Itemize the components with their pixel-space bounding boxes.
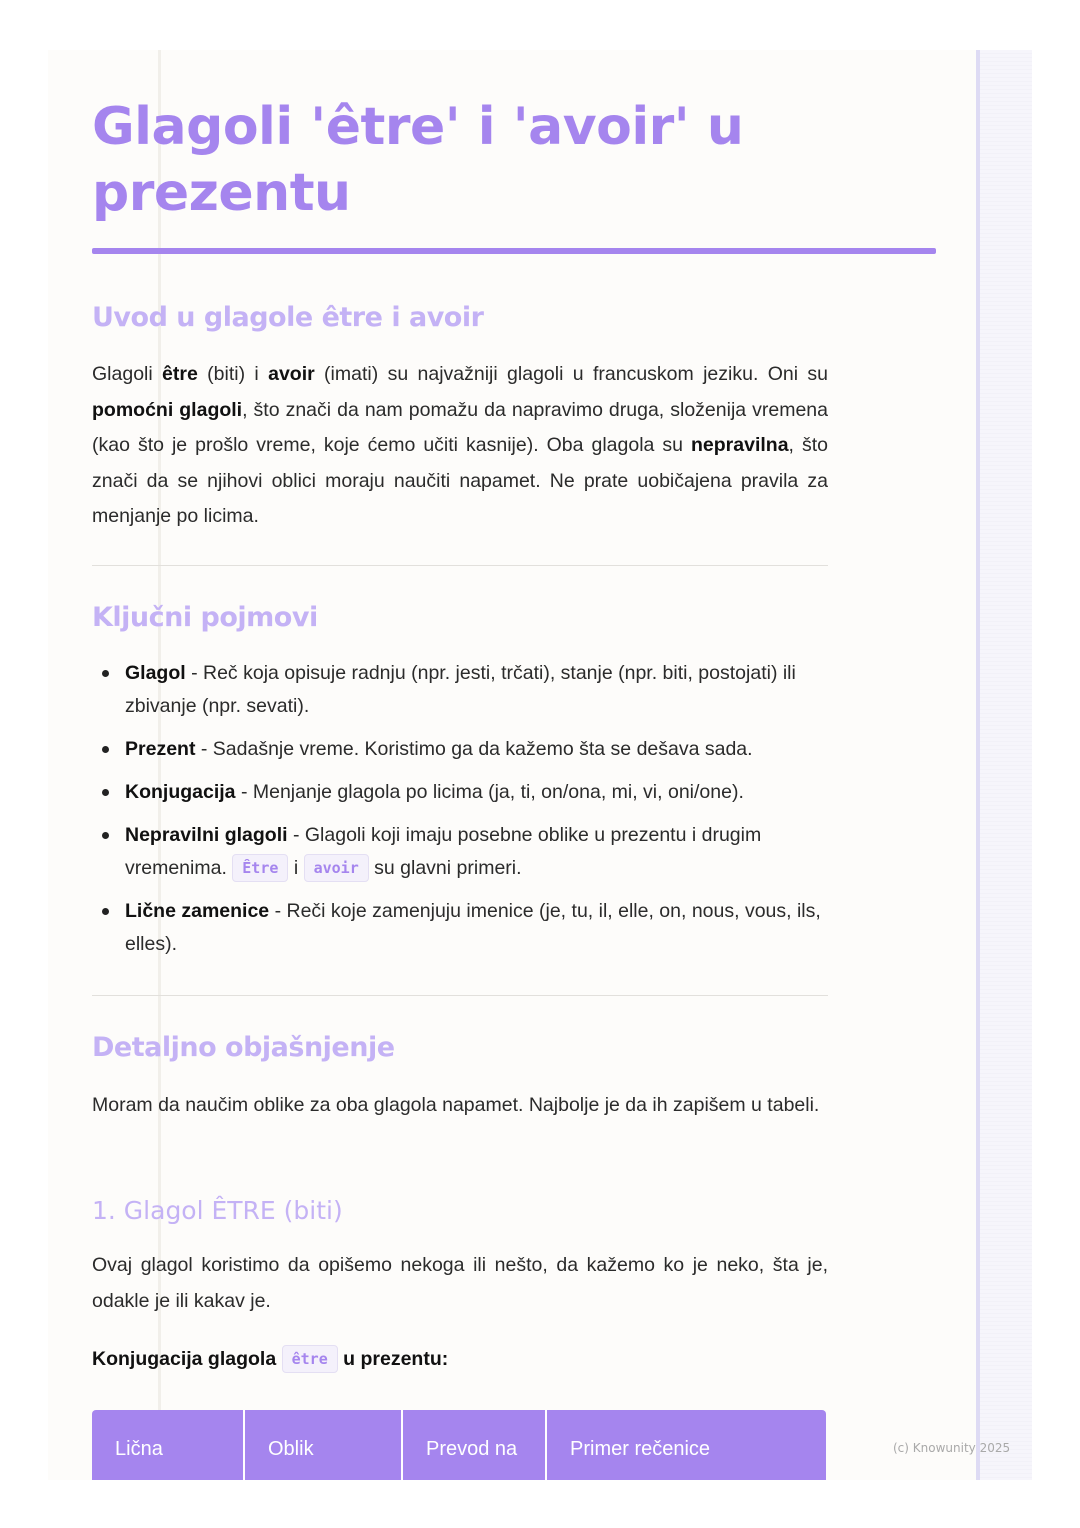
conjugation-table-header — [92, 1410, 826, 1480]
page-title: Glagoli 'être' i 'avoir' u prezentu — [92, 97, 744, 223]
key-terms-list — [92, 657, 828, 971]
intro-text-3: (imati) su najvažniji glagoli u francuskom jeziku. Oni su — [314, 363, 828, 385]
list-item — [92, 776, 828, 809]
term-definition: - Reči koje zamenjuju imenice (je, tu, il, elle, on, nous, vous, ils, elles). — [125, 900, 821, 955]
intro-bold-irregular: nepravilna — [691, 434, 789, 456]
term-label: Glagol — [125, 662, 186, 684]
term-label: Konjugacija — [125, 781, 236, 803]
etre-description: Ovaj glagol koristimo da opišemo nekoga ili nešto, da kažemo ko je neko, šta je, odakle je ili kakav je. — [92, 1254, 828, 1312]
term-definition: - Reč koja opisuje radnju (npr. jesti, trčati), stanje (npr. biti, postojati) ili zbivanje (npr. sevati). — [125, 662, 796, 717]
term-definition: - Glagoli koji imaju posebne oblike u prezentu i drugim vremenima. — [125, 824, 762, 879]
subsection-heading-etre: 1. Glagol ÊTRE (biti) — [92, 1196, 343, 1225]
table-header-cell: Prevod na — [403, 1410, 547, 1480]
list-item — [92, 819, 828, 885]
intro-text-5: , što znači da se njihovi oblici moraju naučiti napamet. Ne prate uobičajena pravila za menjanje po licima. — [92, 434, 828, 527]
table-header-cell: Lična — [92, 1410, 245, 1480]
intro-paragraph — [92, 357, 828, 535]
list-item — [92, 733, 828, 766]
side-panel — [976, 50, 1032, 1480]
term-definition-mid: i — [288, 857, 304, 879]
copyright-footer: (c) Knowunity 2025 — [893, 1441, 1011, 1455]
intro-text-2: (biti) i — [197, 363, 269, 385]
document-page — [48, 50, 976, 1480]
term-definition: - Sadašnje vreme. Koristimo ga da kažemo šta se dešava sada. — [195, 738, 753, 760]
term-label: Nepravilni glagoli — [125, 824, 288, 846]
intro-text-4: , što znači da nam pomažu da napravimo druga, složenija vremena (kao što je prošlo vreme, koje ćemo učiti kasnije). Oba glagola su — [92, 398, 829, 456]
inline-code-etre: Être — [232, 854, 288, 882]
term-label: Prezent — [125, 738, 196, 760]
intro-bold-etre: être — [162, 363, 198, 385]
title-underline — [92, 248, 936, 254]
caption-text-pre: Konjugacija glagola — [92, 1348, 282, 1370]
side-panel-edge — [976, 50, 980, 1480]
table-header-cell: Oblik — [245, 1410, 403, 1480]
term-label: Lične zamenice — [125, 900, 270, 922]
conjugation-caption — [92, 1342, 828, 1378]
divider — [92, 565, 828, 566]
divider — [92, 995, 828, 996]
section-heading-intro: Uvod u glagole être i avoir — [92, 302, 484, 333]
list-item — [92, 895, 828, 961]
intro-bold-avoir: avoir — [268, 363, 315, 385]
intro-bold-auxiliary: pomoćni glagoli — [92, 398, 243, 421]
inline-code-etre: être — [282, 1345, 338, 1373]
section-heading-details: Detaljno objašnjenje — [92, 1032, 395, 1063]
term-definition-tail: su glavni primeri. — [368, 857, 522, 879]
section-heading-key-terms: Ključni pojmovi — [92, 602, 318, 633]
inline-code-avoir: avoir — [304, 854, 369, 882]
list-item — [92, 657, 828, 723]
intro-text-1: Glagoli — [92, 363, 163, 385]
caption-text-post: u prezentu: — [337, 1348, 449, 1370]
term-definition: - Menjanje glagola po licima (ja, ti, on/ona, mi, vi, oni/one). — [235, 781, 744, 803]
details-paragraph: Moram da naučim oblike za oba glagola napamet. Najbolje je da ih zapišem u tabeli. — [92, 1094, 820, 1116]
table-header-cell: Primer rečenice — [547, 1410, 826, 1480]
